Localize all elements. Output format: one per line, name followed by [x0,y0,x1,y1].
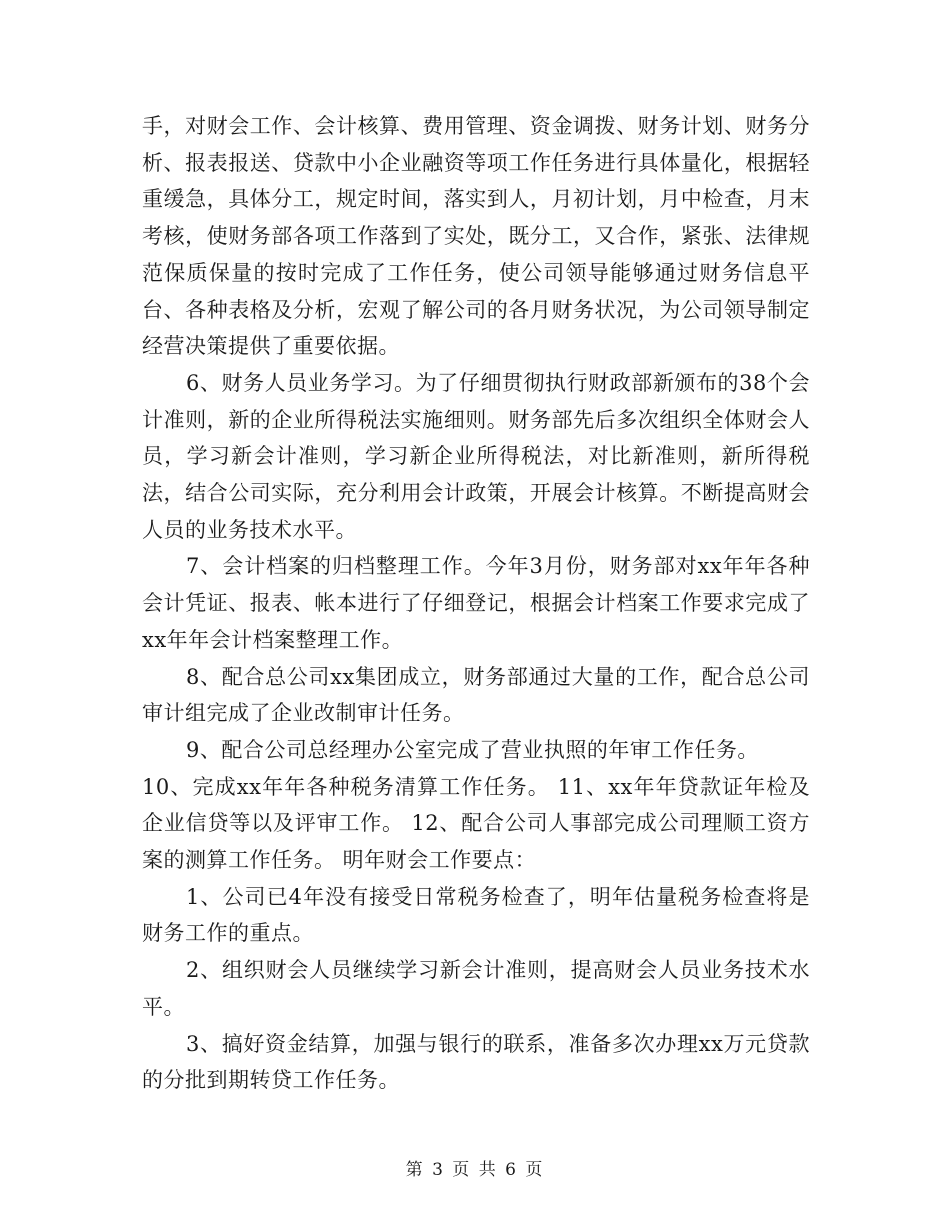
paragraph-item-9: 9、配合公司总经理办公室完成了营业执照的年审工作任务。 [186,737,759,762]
paragraph-item-7: 7、会计档案的归档整理工作。今年3月份，财务部对xx年年各种会计凭证、报表、帐本进行了仔细登记，根据会计档案工作要求完成了xx年年会计档案整理工作。 [142,554,810,652]
paragraph-next-year-1: 1、公司已4年没有接受日常税务检查了，明年估量税务检查将是财务工作的重点。 [142,884,810,946]
paragraph-items-10-12: 10、完成xx年年各种税务清算工作任务。 11、xx年年贷款证年检及企业信贷等以及评审工作。 12、配合公司人事部完成公司理顺工资方案的测算工作任务。 明年财会工作要点： [142,774,810,873]
paragraph-next-year-2: 2、组织财会人员继续学习新会计准则，提高财会人员业务技术水平。 [142,958,810,1019]
paragraph-next-year-3: 3、搞好资金结算，加强与银行的联系，准备多次办理xx万元贷款的分批到期转贷工作任务。 [142,1031,810,1093]
page-number-footer: 第 3 页 共 6 页 [405,1160,545,1180]
paragraph-item-8: 8、配合总公司xx集团成立，财务部通过大量的工作，配合总公司审计组完成了企业改制审计任务。 [142,664,810,726]
document-body [142,108,810,1099]
paragraph-continuation: 手，对财会工作、会计核算、费用管理、资金调拨、财务计划、财务分析、报表报送、贷款中小企业融资等项工作任务进行具体量化，根据轻重缓急，具体分工，规定时间，落实到人，月初计划，月中检查，月末考核，使财务部各项工作落到了实处，既分工，又合作，紧张、法律规范保质保量的按时完成了工作任务，使公司领导能够通过财务信息平台、各种表格及分析，宏观了解公司的各月财务状况，为公司领导制定经营决策提供了重要依据。 [142,114,810,359]
paragraph-item-6: 6、财务人员业务学习。为了仔细贯彻执行财政部新颁布的38个会计准则，新的企业所得税法实施细则。财务部先后多次组织全体财会人员，学习新会计准则，学习新企业所得税法，对比新准则，新所得税法，结合公司实际，充分利用会计政策，开展会计核算。不断提高财会人员的业务技术水平。 [142,370,810,542]
